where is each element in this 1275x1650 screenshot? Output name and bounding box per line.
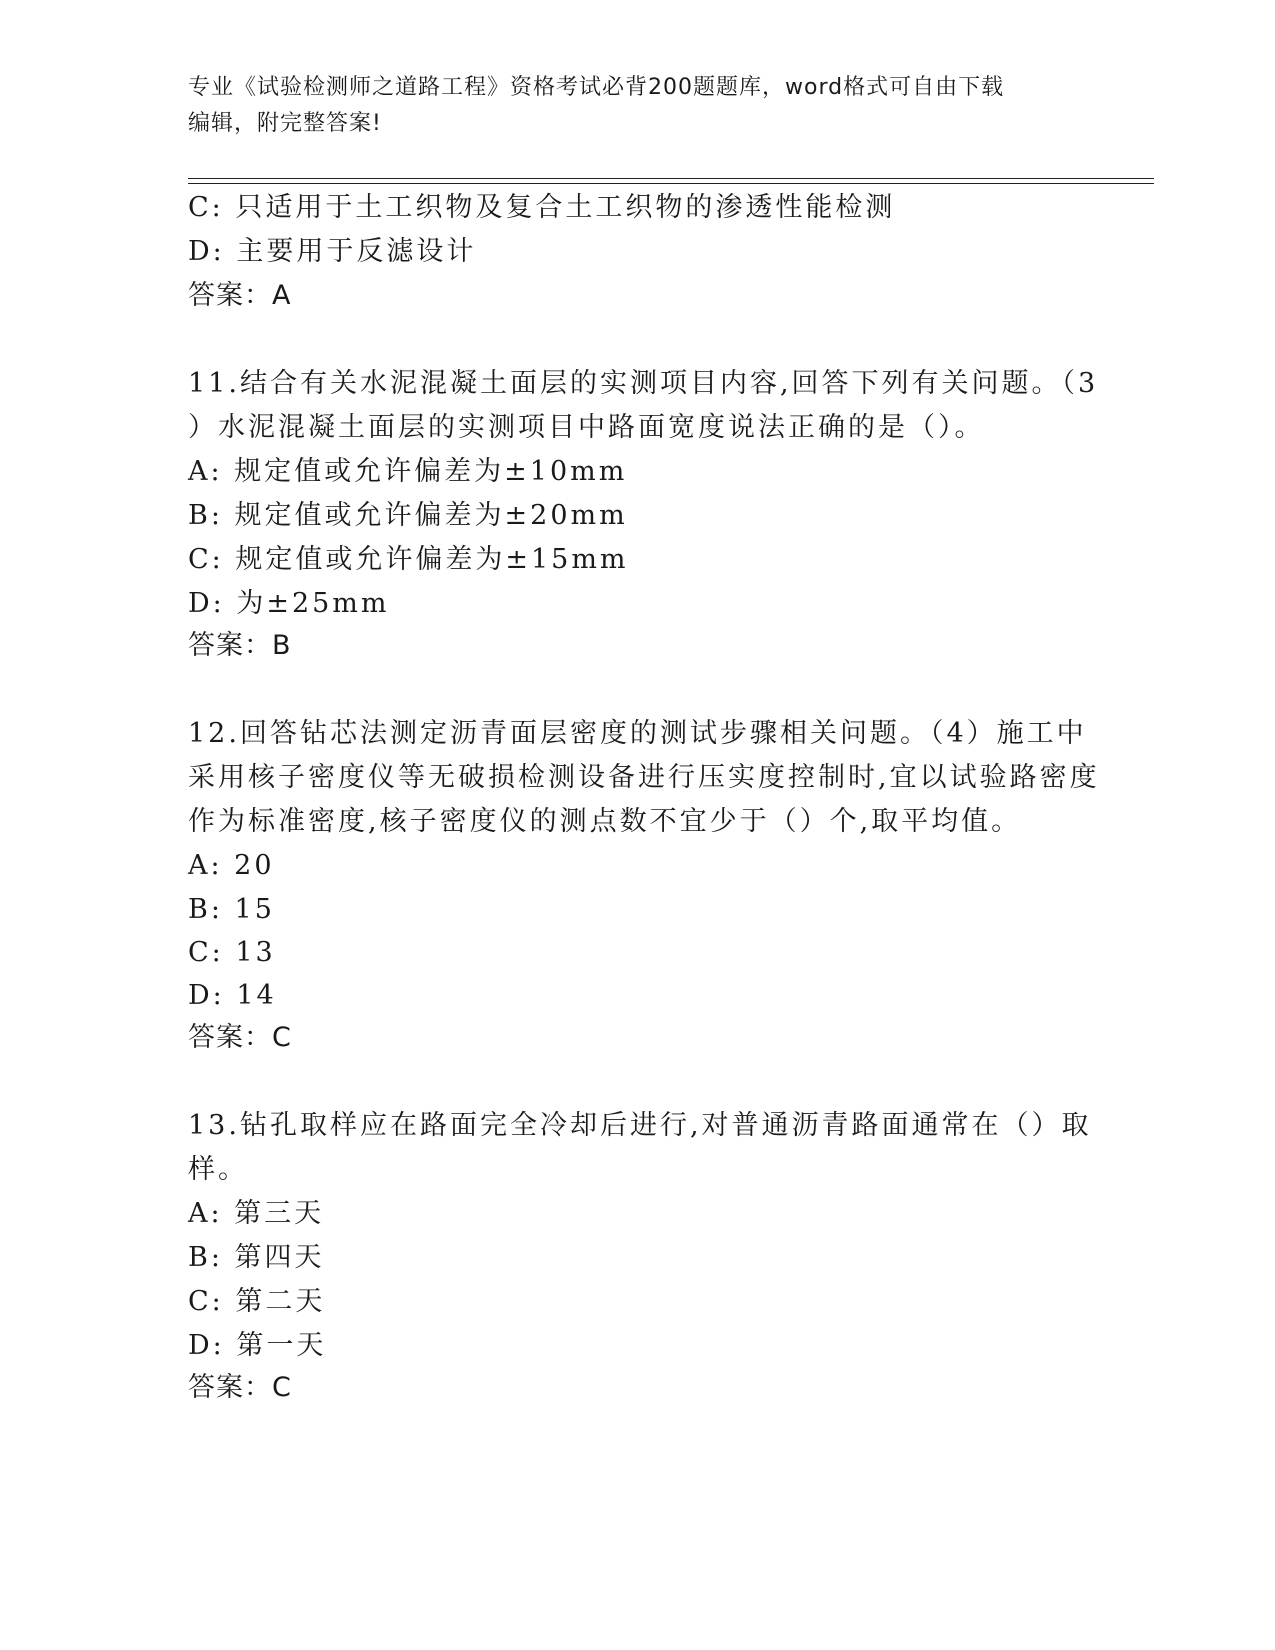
q12-stem-line-2: 采用核子密度仪等无破损检测设备进行压实度控制时,宜以试验路密度 xyxy=(188,762,1100,793)
q12-answer: 答案：C xyxy=(188,1022,292,1053)
q11-option-b: B: 规定值或允许偏差为±20mm xyxy=(188,500,628,531)
q13-option-d: D: 第一天 xyxy=(188,1330,327,1361)
q13-stem-line-2: 样。 xyxy=(188,1154,248,1185)
prev-answer: 答案：A xyxy=(188,280,292,311)
q11-option-a: A: 规定值或允许偏差为±10mm xyxy=(188,456,628,487)
document-header xyxy=(188,70,1088,142)
q13-option-b: B: 第四天 xyxy=(188,1242,325,1273)
q11-stem-line-2: ）水泥混凝土面层的实测项目中路面宽度说法正确的是（）。 xyxy=(188,412,985,443)
q12-option-b: B: 15 xyxy=(188,894,275,925)
q13-option-a: A: 第三天 xyxy=(188,1198,325,1229)
header-title-line-1: 专业《试验检测师之道路工程》资格考试必背200题题库，word格式可自由下载 xyxy=(188,75,1005,100)
q13-option-c: C: 第二天 xyxy=(188,1286,326,1317)
q11-option-c: C: 规定值或允许偏差为±15mm xyxy=(188,544,629,575)
q12-option-a: A: 20 xyxy=(188,850,275,881)
q13-stem-line-1: 13.钻孔取样应在路面完全冷却后进行,对普通沥青路面通常在（）取 xyxy=(188,1110,1092,1141)
q12-stem-line-1: 12.回答钻芯法测定沥青面层密度的测试步骤相关问题。（4）施工中 xyxy=(188,718,1087,749)
q11-option-d: D: 为±25mm xyxy=(188,588,390,619)
q13-answer: 答案：C xyxy=(188,1372,292,1403)
prev-option-d: D: 主要用于反滤设计 xyxy=(188,236,477,267)
q11-stem-line-1: 11.结合有关水泥混凝土面层的实测项目内容,回答下列有关问题。（3 xyxy=(188,368,1099,399)
header-divider-top xyxy=(188,178,1154,179)
prev-option-c: C: 只适用于土工织物及复合土工织物的渗透性能检测 xyxy=(188,192,896,223)
header-title-line-2: 编辑，附完整答案! xyxy=(188,111,382,136)
q12-option-c: C: 13 xyxy=(188,937,276,968)
q12-stem-line-3: 作为标准密度,核子密度仪的测点数不宜少于（）个,取平均值。 xyxy=(188,806,1022,837)
q12-option-d: D: 14 xyxy=(188,980,277,1011)
q11-answer: 答案：B xyxy=(188,630,292,661)
header-divider-bottom xyxy=(188,183,1154,184)
